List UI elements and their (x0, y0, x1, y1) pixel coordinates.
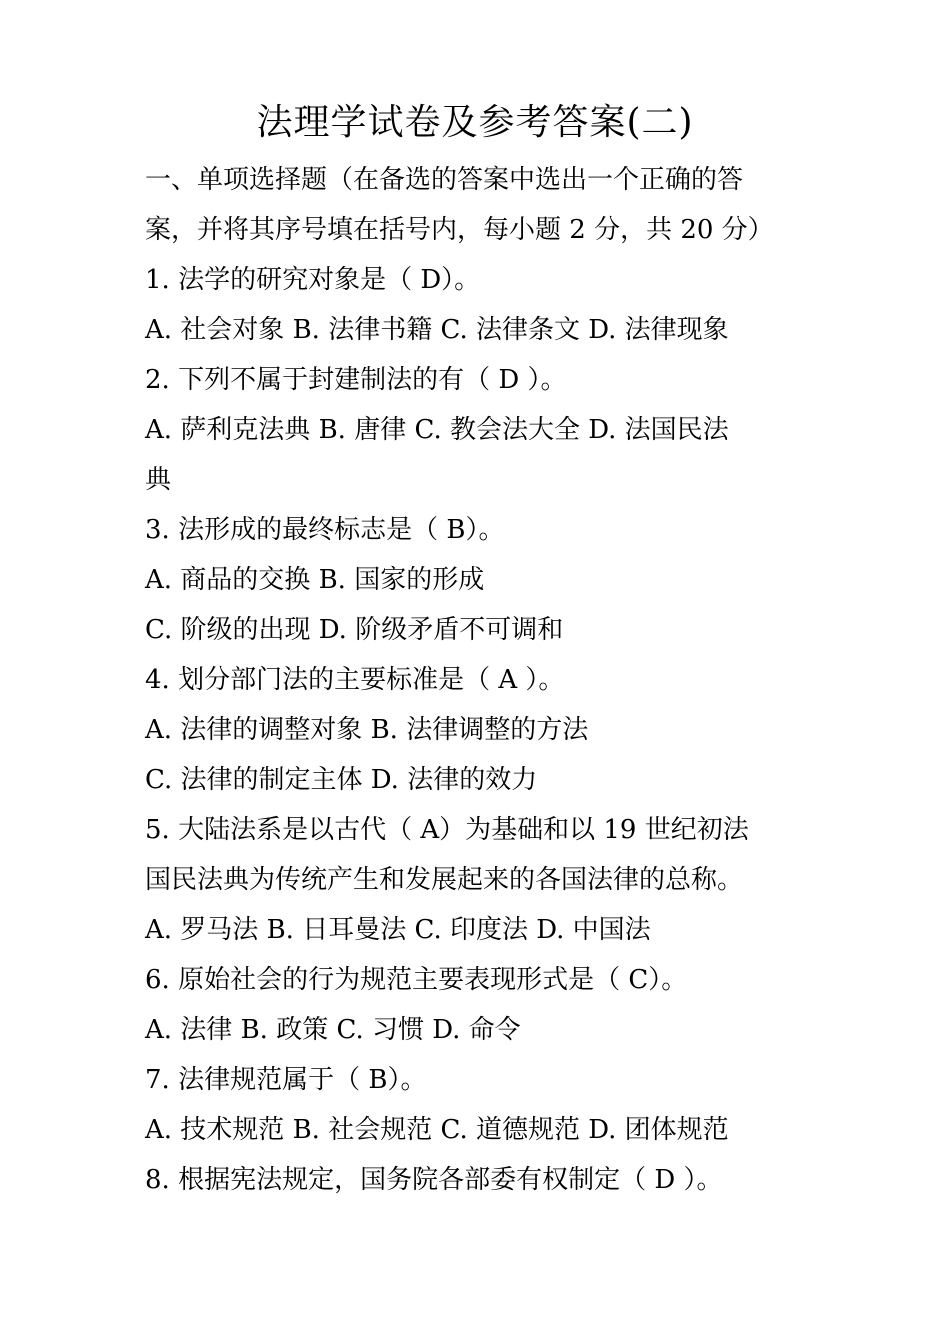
question-3-options-ab: A. 商品的交换 B. 国家的形成 (145, 565, 485, 595)
question-2-options-continued: 典 (145, 465, 172, 495)
question-7-options: A. 技术规范 B. 社会规范 C. 道德规范 D. 团体规范 (145, 1115, 729, 1145)
question-3-options-cd: C. 阶级的出现 D. 阶级矛盾不可调和 (145, 615, 564, 645)
question-4-options-cd: C. 法律的制定主体 D. 法律的效力 (145, 765, 538, 795)
question-7: 7. 法律规范属于（ B）。 (145, 1065, 427, 1095)
question-6-options: A. 法律 B. 政策 C. 习惯 D. 命令 (145, 1015, 521, 1045)
question-1-options: A. 社会对象 B. 法律书籍 C. 法律条文 D. 法律现象 (145, 315, 729, 345)
question-2-options: A. 萨利克法典 B. 唐律 C. 教会法大全 D. 法国民法 (145, 415, 729, 445)
question-5-options: A. 罗马法 B. 日耳曼法 C. 印度法 D. 中国法 (145, 915, 651, 945)
question-1: 1. 法学的研究对象是（ D）。 (145, 265, 481, 295)
section-heading-line-2: 案，并将其序号填在括号内，每小题 2 分，共 20 分） (145, 215, 774, 245)
document-title: 法理学试卷及参考答案(二) (256, 102, 694, 143)
question-2: 2. 下列不属于封建制法的有（ D ）。 (145, 365, 567, 395)
section-heading-line-1: 一、单项选择题（在备选的答案中选出一个正确的答 (145, 165, 744, 195)
question-4-options-ab: A. 法律的调整对象 B. 法律调整的方法 (145, 715, 589, 745)
question-6: 6. 原始社会的行为规范主要表现形式是（ C）。 (145, 965, 688, 995)
question-8: 8. 根据宪法规定，国务院各部委有权制定（ D ）。 (145, 1165, 723, 1195)
question-5-continued: 国民法典为传统产生和发展起来的各国法律的总称。 (145, 865, 744, 895)
question-3: 3. 法形成的最终标志是（ B）。 (145, 515, 505, 545)
question-5: 5. 大陆法系是以古代（ A）为基础和以 19 世纪初法 (145, 815, 749, 845)
exam-body (145, 155, 825, 1205)
question-4: 4. 划分部门法的主要标准是（ A ）。 (145, 665, 565, 695)
